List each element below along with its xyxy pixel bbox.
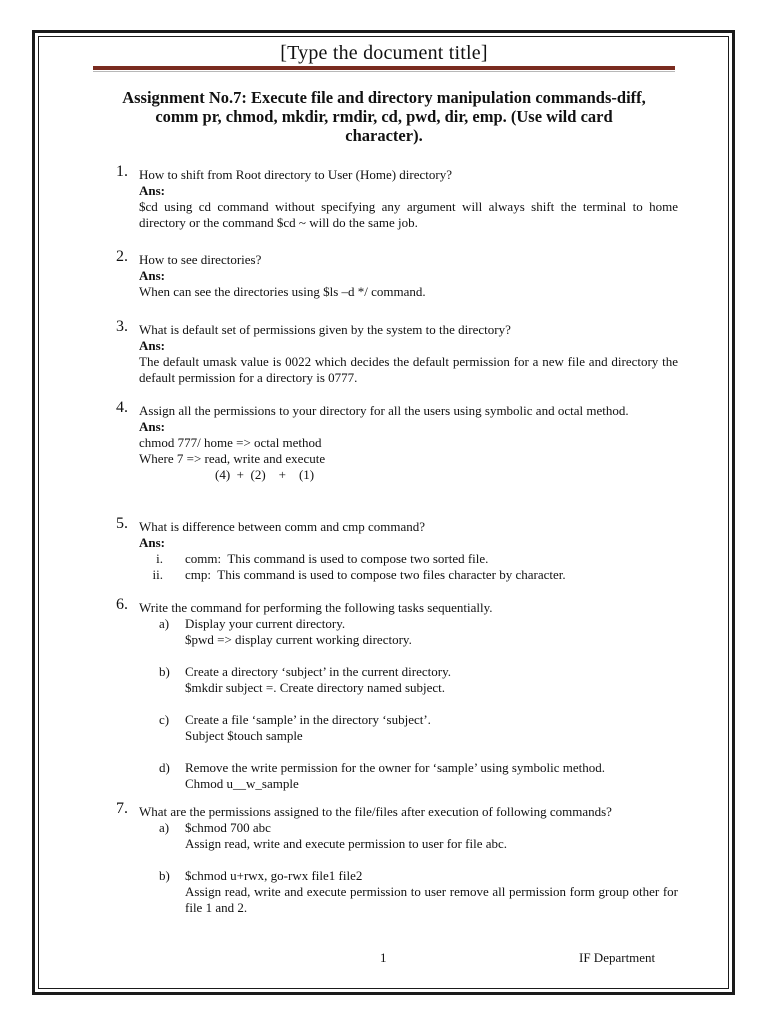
list-text: $chmod u+rwx, go-rwx file1 file2 xyxy=(185,868,363,883)
list-detail: Subject $touch sample xyxy=(185,728,303,743)
question-number: 4. xyxy=(116,399,128,416)
list-item xyxy=(139,664,678,696)
assignment-heading-line-1: Assignment No.7: Execute file and directory manipulation commands-diff, xyxy=(122,88,646,107)
list-item xyxy=(139,616,678,648)
list-item xyxy=(139,551,678,567)
list-text: Create a file ‘sample’ in the directory ‘subject’. xyxy=(185,712,431,727)
list-detail: $pwd => display current working directory. xyxy=(185,632,412,647)
list-item xyxy=(139,712,678,744)
list-marker: a) xyxy=(159,616,170,631)
list-item xyxy=(139,820,678,852)
question-text: How to see directories? xyxy=(139,252,262,267)
question-5 xyxy=(108,515,678,583)
page-number: 1 xyxy=(380,950,387,965)
header-rule-thin xyxy=(93,71,675,72)
list-text: Remove the write permission for the owner for ‘sample’ using symbolic method. xyxy=(185,760,605,775)
list-text: comm: This command is used to compose two sorted file. xyxy=(185,551,489,566)
list-marker: b) xyxy=(159,868,170,883)
question-number: 3. xyxy=(116,318,128,335)
list-item xyxy=(139,760,678,792)
question-1 xyxy=(108,163,678,231)
assignment-heading-line-3: character). xyxy=(345,126,423,145)
list-marker: c) xyxy=(159,712,170,727)
document-title: [Type the document title] xyxy=(280,42,488,64)
question-number: 1. xyxy=(116,163,128,180)
answer-label: Ans: xyxy=(139,268,166,283)
question-3 xyxy=(108,318,678,386)
list-detail: $mkdir subject =. Create directory named subject. xyxy=(185,680,446,695)
answer-text: The default umask value is 0022 which decides the default permission for a new file and directory the default permission for a directory is 0777. xyxy=(139,354,678,385)
answer-text: When can see the directories using $ls –d */ command. xyxy=(139,284,426,299)
answer-label: Ans: xyxy=(139,419,166,434)
answer-line-3: (4) + (2) + (1) xyxy=(215,467,315,482)
list-detail: Assign read, write and execute permission to user for file abc. xyxy=(185,836,508,851)
header-rule xyxy=(93,66,675,70)
list-marker: ii. xyxy=(152,567,163,582)
question-text: Write the command for performing the following tasks sequentially. xyxy=(139,600,493,615)
question-7 xyxy=(108,800,678,916)
question-4 xyxy=(108,399,678,483)
question-number: 2. xyxy=(116,248,128,265)
list-marker: i. xyxy=(156,551,163,566)
answer-line-2: Where 7 => read, write and execute xyxy=(139,451,326,466)
list-detail: Chmod u__w_sample xyxy=(185,776,299,791)
question-number: 5. xyxy=(116,515,128,532)
answer-line-1: chmod 777/ home => octal method xyxy=(139,435,322,450)
answer-label: Ans: xyxy=(139,338,166,353)
question-2 xyxy=(108,248,678,300)
list-detail: Assign read, write and execute permission to user remove all permission form group other for file 1 and 2. xyxy=(185,884,678,915)
answer-label: Ans: xyxy=(139,183,166,198)
list-text: cmp: This command is used to compose two files character by character. xyxy=(185,567,566,582)
list-text: $chmod 700 abc xyxy=(185,820,271,835)
question-number: 6. xyxy=(116,596,128,613)
list-item xyxy=(139,567,678,583)
question-text: What is default set of permissions given by the system to the directory? xyxy=(139,322,511,337)
question-number: 7. xyxy=(116,800,128,817)
assignment-heading xyxy=(90,88,678,145)
question-text: What are the permissions assigned to the file/files after execution of following commands? xyxy=(139,804,612,819)
assignment-heading-line-2: comm pr, chmod, mkdir, rmdir, cd, pwd, dir, emp. (Use wild card xyxy=(155,107,613,126)
question-6 xyxy=(108,596,678,792)
question-text: How to shift from Root directory to User (Home) directory? xyxy=(139,167,453,182)
list-item xyxy=(139,868,678,916)
question-text: What is difference between comm and cmp command? xyxy=(139,519,426,534)
list-text: Display your current directory. xyxy=(185,616,346,631)
answer-label: Ans: xyxy=(139,535,166,550)
question-text: Assign all the permissions to your directory for all the users using symbolic and octal method. xyxy=(139,403,629,418)
list-text: Create a directory ‘subject’ in the current directory. xyxy=(185,664,452,679)
list-marker: b) xyxy=(159,664,170,679)
list-marker: a) xyxy=(159,820,170,835)
list-marker: d) xyxy=(159,760,170,775)
footer-department: IF Department xyxy=(579,950,656,965)
answer-text: $cd using cd command without specifying any argument will always shift the terminal to home directory or the command $cd ~ will do the same job. xyxy=(139,199,678,230)
